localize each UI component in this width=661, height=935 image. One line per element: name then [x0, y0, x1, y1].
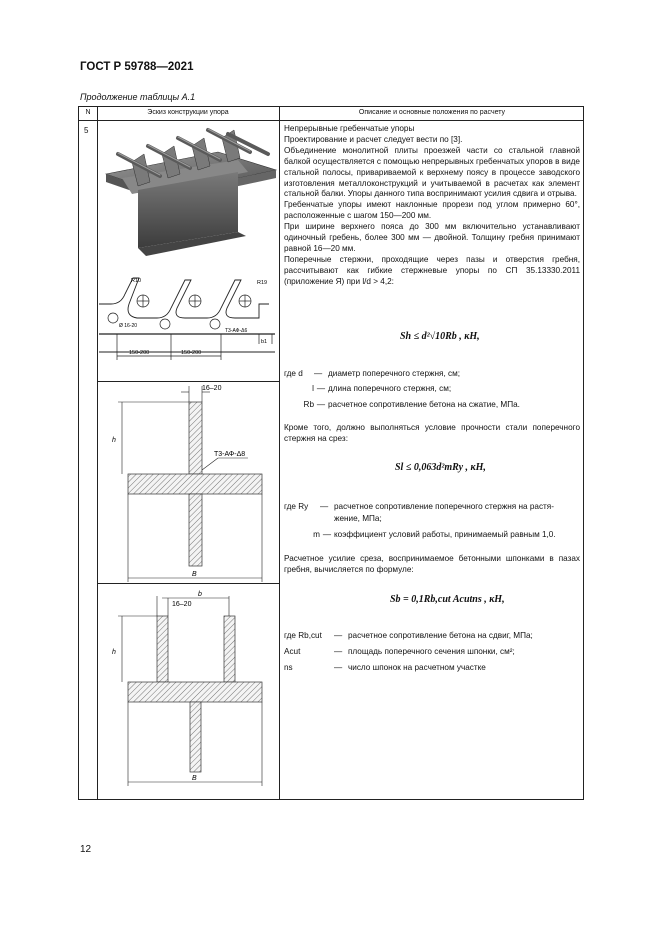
- description-intro: [284, 124, 580, 288]
- row-number: 5: [84, 126, 89, 135]
- plan-dim-2: 150-200: [181, 350, 202, 356]
- def-text: диаметр поперечного стержня, см;: [328, 369, 461, 378]
- formula-2: Sl ≤ 0,063d²mRy , кН,: [395, 462, 486, 473]
- description-shear: [284, 423, 580, 445]
- def-row: [284, 502, 554, 511]
- def-text: площадь поперечного сечения шпонки, см²;: [348, 647, 515, 656]
- desc-title-line: Непрерывные гребенчатые упоры: [284, 124, 415, 133]
- desc-reference-line: Проектирование и расчет следует вести по [3].: [284, 134, 463, 144]
- plan-label-r10: R10: [131, 278, 142, 284]
- sec1-h: h: [112, 437, 116, 444]
- col-sketch-header: Эскиз конструкции упора: [147, 109, 229, 116]
- def-symbol: где Ry: [284, 502, 309, 511]
- def-dash: —: [314, 369, 323, 378]
- def-dash: —: [322, 530, 332, 539]
- plan-label-weld: Т3-АФ-Δ6: [225, 328, 248, 334]
- def-text: расчетное сопротивление поперечного стержня на растя-: [334, 502, 554, 511]
- sec2-b: b: [198, 591, 202, 598]
- desc-paragraph-2: Гребенчатые упоры имеют наклонные прорези под углом примерно 60°, расположенные с шагом 150—200 мм.: [284, 200, 580, 221]
- def-row: [284, 384, 451, 393]
- sketch-divider: [97, 583, 279, 584]
- plan-label-dia: Ø 16-20: [119, 323, 138, 329]
- col-desc-header: Описание и основные положения по расчету: [358, 109, 506, 116]
- def-dash: —: [334, 647, 343, 656]
- def-dash: —: [316, 384, 326, 393]
- sec2-thickness: 16–20: [172, 601, 192, 608]
- comb-connector-render: [98, 124, 280, 264]
- page-number: 12: [80, 844, 92, 855]
- plan-label-b1: b1: [261, 339, 268, 345]
- def-dash: —: [320, 502, 329, 511]
- def-row: [284, 369, 460, 378]
- formula-3: Sb = 0,1Rb,cut Acutns , кН,: [390, 594, 505, 605]
- desc-paragraph-3: При ширине верхнего пояса до 300 мм включительно устанавливают одиночный гребень, более 300 мм — двойной. Толщину гребня принимают равной 16—20 мм.: [284, 222, 580, 253]
- formula-1: Sh ≤ d²√10Rb , кН,: [400, 331, 480, 342]
- def-row: [284, 530, 556, 539]
- def-symbol: Rb: [303, 400, 314, 409]
- def-symbol: ns: [284, 663, 293, 672]
- def-symbol: Acut: [284, 647, 301, 656]
- def-row: [284, 400, 520, 409]
- sec1-B: B: [192, 571, 197, 578]
- def-text: длина поперечного стержня, см;: [328, 384, 452, 393]
- def-text: расчетное сопротивление бетона на сжатие, МПа.: [328, 400, 520, 409]
- plan-dim-1: 150-200: [129, 350, 150, 356]
- def-row-continued: жение, МПа;: [334, 514, 382, 523]
- description-shear-force: [284, 554, 580, 576]
- def-row: [284, 647, 515, 656]
- table-header-row: [79, 107, 583, 121]
- desc-paragraph-4: Поперечные стержни, проходящие через пазы и отверстия гребня, рассчитывают как гибкие стержневые упоры по СП 35.13330.2011 (приложение Я) при l/d > 4,2:: [284, 254, 580, 286]
- def-row: [284, 631, 533, 640]
- desc-paragraph-5: Кроме того, должно выполняться условие прочности стали поперечного стержня на срез:: [284, 423, 580, 443]
- table-caption: Продолжение таблицы А.1: [80, 92, 196, 102]
- single-comb-section: [98, 382, 278, 582]
- col-n-header: N: [85, 109, 91, 116]
- def-symbol: где Rb,cut: [284, 631, 322, 640]
- sec1-thickness: 16–20: [202, 385, 222, 392]
- sec2-h: h: [112, 649, 116, 656]
- double-comb-section: [98, 590, 278, 788]
- def-dash: —: [334, 663, 343, 672]
- def-dash: —: [334, 631, 343, 640]
- comb-plan-drawing: [97, 264, 277, 366]
- sec1-weld: Т3-АФ-Δ8: [214, 451, 246, 458]
- def-dash: —: [316, 400, 326, 409]
- def-text: коэффициент условий работы, принимаемый равным 1,0.: [334, 530, 556, 539]
- def-symbol: l: [312, 384, 314, 393]
- plan-label-r19: R19: [257, 280, 268, 286]
- sec2-B: B: [192, 775, 197, 782]
- desc-paragraph-6: Расчетное усилие среза, воспринимаемое бетонными шпонками в пазах гребня, вычисляется по формуле:: [284, 554, 580, 574]
- def-symbol: где d: [284, 369, 303, 378]
- def-row: [284, 663, 486, 672]
- desc-paragraph-1: Объединение монолитной плиты проезжей части со стальной главной балкой осуществляется с помощью непрерывных гребенчатых упоров в виде стальной полосы, привариваемой к верхнему поясу в процессе заводского изготовления металлоконструкций и учитываемой в расчетах как элемент стальной балки. Упоры данного типа воспринимают усилия сдвига и отрыва.: [284, 145, 580, 199]
- def-text: число шпонок на расчетном участке: [348, 663, 486, 672]
- def-text: расчетное сопротивление бетона на сдвиг, МПа;: [348, 631, 533, 640]
- def-symbol: m: [313, 530, 320, 539]
- doc-code: ГОСТ Р 59788—2021: [80, 61, 194, 73]
